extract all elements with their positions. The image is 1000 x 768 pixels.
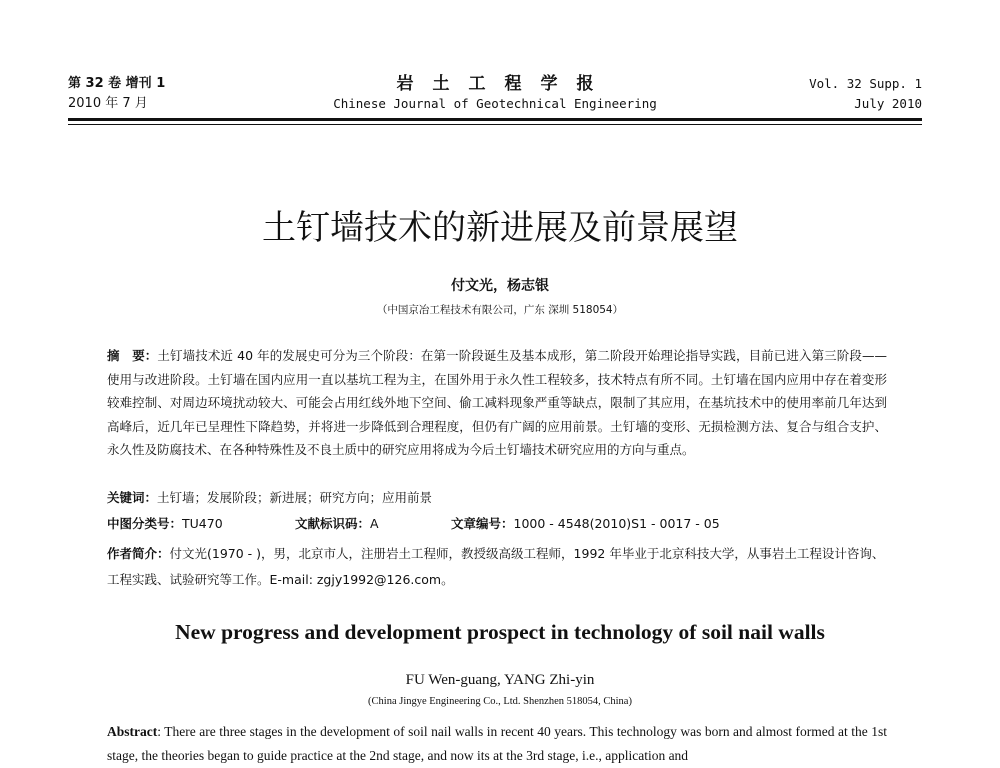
keywords-cn-label: 关键词：: [107, 490, 158, 505]
volume-cn: 第 32 卷 增刊 1: [68, 76, 166, 91]
affiliation-en: (China Jingye Engineering Co., Ltd. Shenzhen 518054, China): [368, 696, 632, 707]
date-en: July 2010: [854, 96, 922, 111]
abstract-cn-text: 土钉墙技术近 40 年的发展史可分为三个阶段：在第一阶段诞生及基本成形，第二阶段开始理论指导实践，目前已进入第三阶段——使用与改进阶段。土钉墙在国内应用一直以基坑工程为主，在国外用于永久性工程较多，技术特点有所不同。土钉墙在国内应用中存在着变形较难控制、对周边环境扰动较大、可能会占用红线外地下空间、偷工减料现象严重等缺点，限制了其应用，在基坑技术中的使用率前几年达到高峰后，近几年已呈理性下降趋势，并将进一步降低到合理程度，但仍有广阔的应用前景。土钉墙的变形、无损检测方法、复合与组合支护、永久性及防腐技术、在各种特殊性及不良土质中的研究应用将成为今后土钉墙技术研究应用的方向与重点。: [107, 348, 887, 457]
classification-line: [107, 513, 887, 535]
abstract-cn-label: 摘 要：: [107, 348, 158, 363]
journal-header: [68, 74, 922, 114]
keywords-cn-text: 土钉墙；发展阶段；新进展；研究方向；应用前景: [157, 490, 433, 505]
affiliation-cn: （中国京冶工程技术有限公司，广东 深圳 518054）: [376, 304, 624, 316]
author-bio-label: 作者简介：: [107, 546, 170, 561]
volume-en: Vol. 32 Supp. 1: [809, 76, 922, 91]
doc-code-value: A: [370, 516, 379, 531]
abstract-cn: [107, 344, 887, 462]
clc-value: TU470: [182, 516, 223, 531]
doc-code-label: 文献标识码：: [295, 516, 371, 531]
clc-label: 中图分类号：: [107, 516, 183, 531]
paper-title-cn: 土钉墙技术的新进展及前景展望: [262, 208, 738, 248]
clc-segment: [107, 513, 295, 535]
header-rule-thick: [68, 118, 922, 121]
paper-title-en: New progress and development prospect in technology of soil nail walls: [175, 620, 825, 644]
header-right: [809, 74, 922, 114]
journal-title-cn: 岩土工程学报: [396, 74, 613, 94]
author-bio: [107, 541, 887, 593]
authors-en: FU Wen-guang, YANG Zhi-yin: [405, 672, 595, 688]
article-number-label: 文章编号：: [451, 516, 514, 531]
keywords-cn: [107, 487, 887, 509]
article-number-segment: [451, 513, 720, 535]
header-rule-thin: [68, 124, 922, 125]
abstract-en: [107, 720, 887, 768]
date-cn: 2010 年 7 月: [68, 96, 148, 111]
doc-code-segment: [295, 513, 451, 535]
authors-cn: 付文光，杨志银: [451, 278, 549, 294]
abstract-en-text: : There are three stages in the development of soil nail walls in recent 40 years. This technology was born and almost formed at the 1st stage, the theories began to guide practice at the 2nd stage, and now its at the 3rd stage, i.e., application and: [107, 724, 887, 763]
article-number-value: 1000 - 4548(2010)S1 - 0017 - 05: [513, 516, 720, 531]
author-bio-text: 付文光(1970 - )，男，北京市人，注册岩土工程师，教授级高级工程师，1992 年毕业于北京科技大学，从事岩土工程设计咨询、工程实践、试验研究等工作。E-mail: zgjy1992@126.com。: [107, 546, 885, 587]
abstract-en-label: Abstract: [107, 724, 158, 739]
header-center: [68, 74, 922, 114]
journal-title-en: Chinese Journal of Geotechnical Engineering: [333, 96, 657, 111]
